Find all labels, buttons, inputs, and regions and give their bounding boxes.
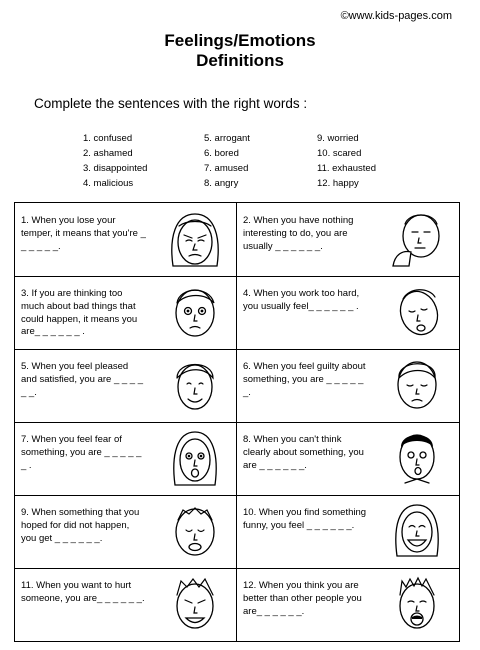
exercise-cell (15, 422, 237, 495)
exercise-cell (237, 568, 459, 641)
word-bank-column-1 (83, 131, 147, 191)
sentence-text: 11. When you want to hurt someone, you are_ _ _ _ _ _. (21, 580, 145, 604)
exercise-cell (237, 422, 459, 495)
exercise-cell (237, 203, 459, 276)
sentence-text: 10. When you find something funny, you feel _ _ _ _ _ _. (243, 507, 367, 531)
exercise-cell (15, 203, 237, 276)
word-bank-item: 2. ashamed (83, 148, 133, 159)
word-bank-item: 8. angry (204, 178, 239, 189)
sentence-text: 4. When you work too hard, you usually feel_ _ _ _ _ _ . (243, 288, 360, 312)
sentence-text: 1. When you lose your temper, it means that you're _ _ _ _ _ _. (21, 215, 146, 252)
sentence-text: 2. When you have nothing interesting to do, you are usually _ _ _ _ _ _. (243, 215, 354, 252)
word-bank-column-2 (204, 131, 250, 191)
bored-face-icon (381, 208, 453, 270)
word-bank-item: 9. worried (317, 133, 359, 144)
word-bank-item: 4. malicious (83, 178, 134, 189)
sentence-text: 6. When you feel guilty about something, you are _ _ _ _ _ _. (243, 361, 366, 398)
word-bank-item: 6. bored (204, 148, 239, 159)
exercise-cell (15, 568, 237, 641)
worksheet-title: Feelings/Emotions (164, 31, 316, 50)
sentence-text: 8. When you can't think clearly about something, you are _ _ _ _ _ _. (243, 434, 364, 471)
malicious-face-icon (159, 573, 231, 635)
exercise-cell (15, 276, 237, 349)
amused-face-icon (381, 500, 453, 562)
word-bank-item: 1. confused (83, 133, 133, 144)
word-bank-item: 11. exhausted (317, 163, 376, 174)
sentence-text: 12. When you think you are better than other people you are_ _ _ _ _ _. (243, 580, 362, 617)
exercise-cell (237, 276, 459, 349)
word-bank-item: 12. happy (317, 178, 359, 189)
sentence-text: 7. When you feel fear of something, you are _ _ _ _ _ _ . (21, 434, 142, 471)
worried-face-icon (159, 281, 231, 343)
word-bank-item: 10. scared (317, 148, 362, 159)
exercise-cell (237, 495, 459, 568)
word-bank-column-3 (317, 131, 376, 191)
instruction-text: Complete the sentences with the right words : (34, 96, 308, 111)
exhausted-face-icon (381, 281, 453, 343)
word-bank-item: 7. amused (204, 163, 249, 174)
word-bank-item: 3. disappointed (83, 163, 148, 174)
confused-face-icon (381, 427, 453, 489)
sentence-text: 9. When something that you hoped for did not happen, you get _ _ _ _ _ _. (21, 507, 140, 544)
exercise-cell (15, 495, 237, 568)
copyright-notice: ©www.kids-pages.com (340, 10, 452, 22)
exercise-grid (14, 202, 460, 642)
scared-face-icon (159, 427, 231, 489)
sentence-text: 3. If you are thinking too much about bad things that could happen, it means you are_ _ _ _ _ _ . (21, 288, 138, 338)
sentence-text: 5. When you feel pleased and satisfied, you are _ _ _ _ _ _. (21, 361, 143, 398)
arrogant-face-icon (381, 573, 453, 635)
exercise-cell (237, 349, 459, 422)
angry-face-icon (159, 208, 231, 270)
worksheet-subtitle: Definitions (196, 51, 284, 70)
word-bank-item: 5. arrogant (204, 133, 250, 144)
happy-face-icon (159, 354, 231, 416)
exercise-cell (15, 349, 237, 422)
ashamed-face-icon (381, 354, 453, 416)
disappointed-face-icon (159, 500, 231, 562)
